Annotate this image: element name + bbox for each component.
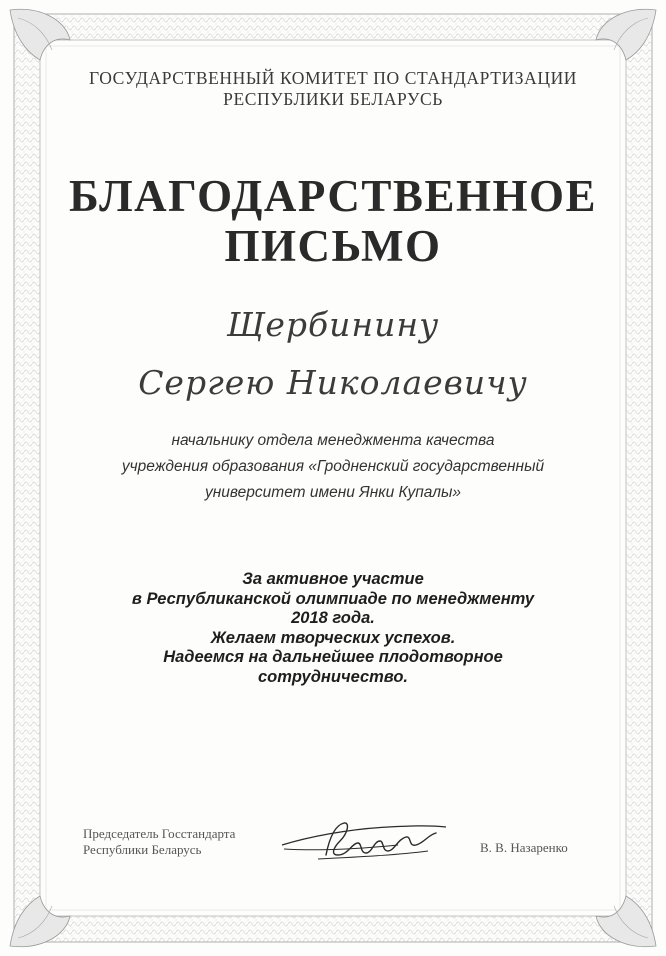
message-line-2: в Республиканской олимпиаде по менеджменту — [131, 589, 535, 608]
position-line-1: начальнику отдела менеджмента качества — [171, 432, 495, 449]
signatory-title-line-2: Республики Беларусь — [83, 842, 202, 857]
recipient-name — [0, 296, 666, 412]
gratitude-message — [0, 570, 666, 687]
message-line-5: Надеемся на дальнейшее плодотворное — [163, 648, 503, 666]
message-line-6: сотрудничество. — [257, 667, 409, 686]
organization-line-1: ГОСУДАРСТВЕННЫЙ КОМИТЕТ ПО СТАНДАРТИЗАЦИИ — [88, 68, 578, 88]
document-title — [0, 171, 666, 271]
title-line-2: ПИСЬМО — [224, 221, 442, 271]
recipient-position — [0, 428, 666, 506]
signatory-title — [83, 826, 235, 858]
recipient-surname: Щербинину — [226, 305, 440, 344]
recipient-given-name: Сергею Николаевичу — [138, 363, 528, 402]
signatory-name: В. В. Назаренко — [480, 840, 568, 855]
message-line-1: За активное участие — [242, 570, 424, 588]
signatory-title-line-1: Председатель Госстандарта — [83, 826, 236, 841]
handwritten-signature — [278, 815, 453, 867]
message-line-4: Желаем творческих успехов. — [210, 628, 456, 647]
position-line-2: учреждения образования «Гродненский государственный — [121, 458, 545, 475]
position-line-3: университет имени Янки Купалы» — [205, 484, 461, 501]
message-line-3: 2018 года. — [291, 609, 375, 627]
organization-line-2: РЕСПУБЛИКИ БЕЛАРУСЬ — [223, 89, 443, 109]
issuing-organization — [0, 68, 666, 110]
title-line-1: БЛАГОДАРСТВЕННОЕ — [69, 171, 597, 221]
